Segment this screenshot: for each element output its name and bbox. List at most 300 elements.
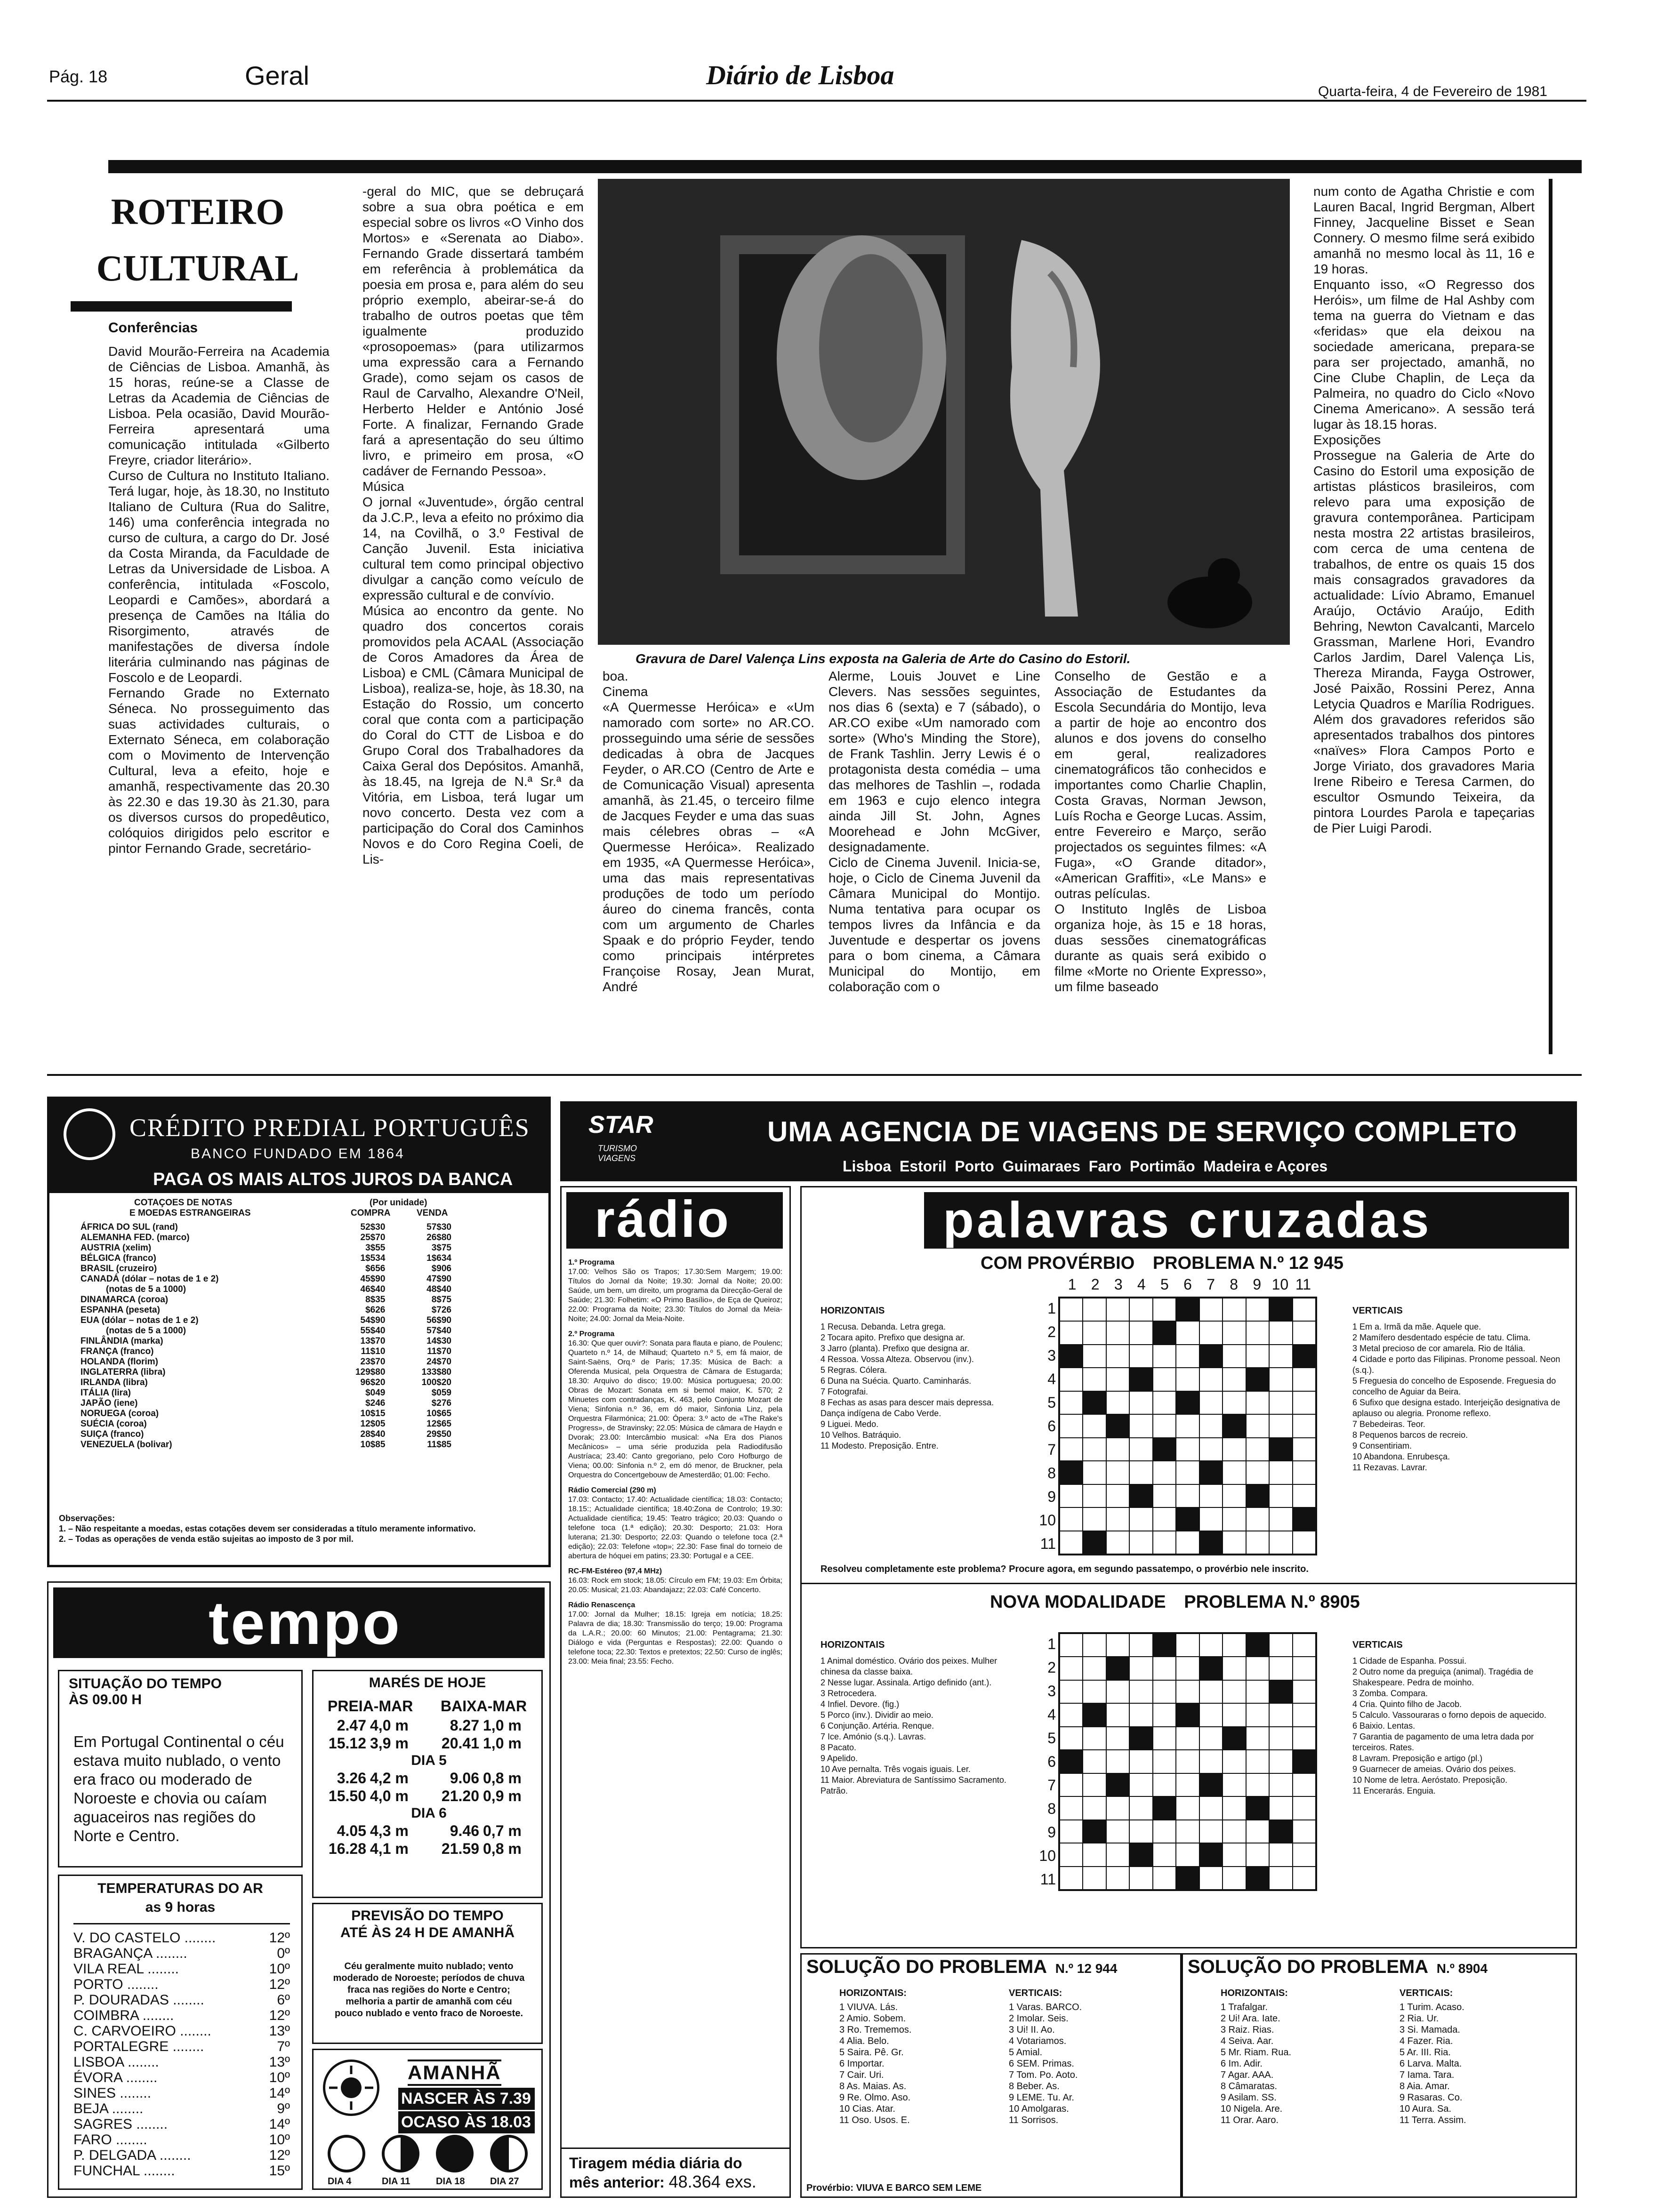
tiragem-line-1: Tiragem média diária do [569,2155,742,2172]
grid-cell[interactable] [1060,1703,1083,1726]
grid-cell[interactable] [1223,1461,1246,1484]
grid-cell[interactable] [1129,1843,1152,1866]
roteiro-bottom-border [47,1074,1582,1076]
grid-cell[interactable] [1246,1438,1269,1461]
grid-cell[interactable] [1176,1750,1199,1773]
grid-cell[interactable] [1153,1484,1176,1507]
currency-name: JAPÃO (iene) [80,1398,138,1408]
grid-cell[interactable] [1106,1414,1129,1437]
grid-cell[interactable] [1106,1843,1129,1866]
problem2-vert-title: VERTICAIS [1352,1640,1403,1650]
grid-cell[interactable] [1106,1368,1129,1391]
grid-cell[interactable] [1083,1843,1106,1866]
rates-row [78,1336,454,1346]
grid-cell[interactable] [1129,1680,1152,1703]
grid-cell[interactable] [1269,1750,1292,1773]
grid-cell[interactable] [1106,1750,1129,1773]
grid-cell[interactable] [1129,1321,1152,1344]
grid-cell[interactable] [1269,1727,1292,1750]
grid-cell[interactable] [1293,1391,1316,1414]
grid-cell[interactable] [1083,1703,1106,1726]
grid-cell[interactable] [1269,1391,1292,1414]
grid-cell[interactable] [1246,1461,1269,1484]
grid-cell[interactable] [1083,1507,1106,1531]
grid-cell[interactable] [1129,1484,1152,1507]
grid-cell[interactable] [1106,1773,1129,1796]
tide-day: DIA 5 [411,1753,447,1768]
grid-cell[interactable] [1176,1634,1199,1657]
grid-cell[interactable] [1153,1703,1176,1726]
grid-cell[interactable] [1293,1438,1316,1461]
grid-cell[interactable] [1293,1414,1316,1437]
grid-cell[interactable] [1129,1773,1152,1796]
grid-cell[interactable] [1153,1820,1176,1843]
grid-cell[interactable] [1129,1391,1152,1414]
radio-prog-5: Rádio Renascença [568,1601,635,1609]
grid-cell[interactable] [1199,1484,1223,1507]
grid-cell[interactable] [1129,1507,1152,1531]
clue-vertical: 11 Rezavas. Lavrar. [1352,1463,1427,1472]
grid-cell[interactable] [1106,1461,1129,1484]
tide-high-time: 15.50 [328,1787,366,1804]
grid-cell[interactable] [1176,1657,1199,1680]
grid-cell[interactable] [1293,1484,1316,1507]
grid-cell[interactable] [1129,1703,1152,1726]
grid-cell[interactable] [1129,1820,1152,1843]
grid-cell[interactable] [1083,1750,1106,1773]
grid-cell[interactable] [1176,1321,1199,1344]
grid-cell[interactable] [1060,1414,1083,1437]
grid-cell[interactable] [1153,1345,1176,1368]
grid-cell[interactable] [1083,1391,1106,1414]
grid-cell[interactable] [1060,1796,1083,1819]
currency-name: FRANÇA (franco) [80,1346,154,1356]
grid-cell[interactable] [1223,1773,1246,1796]
sell-rate: 3$75 [431,1243,451,1253]
grid-cell[interactable] [1060,1750,1083,1773]
grid-cell[interactable] [1060,1843,1083,1866]
grid1-col-numbers [1061,1276,1315,1293]
grid-cell[interactable] [1060,1484,1083,1507]
grid-cell[interactable] [1106,1820,1129,1843]
grid-cell[interactable] [1176,1796,1199,1819]
grid-cell[interactable] [1060,1345,1083,1368]
grid-cell[interactable] [1293,1634,1316,1657]
grid-cell[interactable] [1153,1657,1176,1680]
grid-cell[interactable] [1106,1703,1129,1726]
grid-cell[interactable] [1269,1461,1292,1484]
grid-cell[interactable] [1223,1680,1246,1703]
crossword-grid-1[interactable] [1058,1297,1317,1555]
grid-cell[interactable] [1129,1727,1152,1750]
grid-cell[interactable] [1129,1657,1152,1680]
problem1-mode: COM PROVÉRBIO [981,1253,1135,1273]
grid-cell[interactable] [1176,1820,1199,1843]
grid-cell[interactable] [1199,1391,1223,1414]
grid-cell[interactable] [1060,1438,1083,1461]
grid-cell[interactable] [1106,1796,1129,1819]
grid-cell[interactable] [1153,1438,1176,1461]
rates-header-3: (Por unidade) [370,1198,427,1208]
grid-cell[interactable] [1223,1634,1246,1657]
tide-high-time: 2.47 [337,1717,366,1734]
grid-cell[interactable] [1060,1368,1083,1391]
grid-cell[interactable] [1269,1438,1292,1461]
column-number: 8 [1230,1276,1239,1293]
grid-cell[interactable] [1106,1484,1129,1507]
temperature-value: 9º [277,2101,290,2116]
grid-cell[interactable] [1153,1727,1176,1750]
grid-cell[interactable] [1223,1820,1246,1843]
grid-cell[interactable] [1106,1634,1129,1657]
grid-cell[interactable] [1269,1368,1292,1391]
grid-cell[interactable] [1269,1414,1292,1437]
grid-cell[interactable] [1199,1321,1223,1344]
grid-cell[interactable] [1129,1634,1152,1657]
grid-cell[interactable] [1246,1484,1269,1507]
grid-cell[interactable] [1106,1298,1129,1321]
solution-vertical: 5 Amial. [1009,2047,1043,2058]
grid-cell[interactable] [1129,1750,1152,1773]
grid-cell[interactable] [1269,1345,1292,1368]
grid-cell[interactable] [1083,1820,1106,1843]
grid-cell[interactable] [1083,1298,1106,1321]
grid-cell[interactable] [1083,1657,1106,1680]
grid-cell[interactable] [1176,1391,1199,1414]
grid-cell[interactable] [1060,1461,1083,1484]
sell-rate: 8$75 [431,1295,451,1305]
grid-cell[interactable] [1199,1773,1223,1796]
grid-cell[interactable] [1199,1368,1223,1391]
mares-title: MARÉS DE HOJE [369,1675,486,1691]
grid-cell[interactable] [1269,1843,1292,1866]
grid-cell[interactable] [1223,1727,1246,1750]
grid-cell[interactable] [1293,1867,1316,1890]
sell-rate: 48$40 [426,1284,451,1294]
grid-cell[interactable] [1199,1796,1223,1819]
grid-cell[interactable] [1083,1414,1106,1437]
grid-cell[interactable] [1129,1531,1152,1554]
grid-cell[interactable] [1199,1750,1223,1773]
grid-cell[interactable] [1223,1657,1246,1680]
grid-cell[interactable] [1153,1634,1176,1657]
credito-name: CRÉDITO PREDIAL PORTUGUÊS [129,1114,530,1142]
grid-cell[interactable] [1176,1414,1199,1437]
grid-cell[interactable] [1246,1321,1269,1344]
grid-cell[interactable] [1269,1867,1292,1890]
grid-cell[interactable] [1176,1773,1199,1796]
grid-cell[interactable] [1060,1531,1083,1554]
grid-cell[interactable] [1153,1796,1176,1819]
grid-cell[interactable] [1129,1368,1152,1391]
grid-cell[interactable] [1060,1391,1083,1414]
grid-cell[interactable] [1293,1368,1316,1391]
grid-cell[interactable] [1246,1368,1269,1391]
grid-cell[interactable] [1269,1531,1292,1554]
grid-cell[interactable] [1176,1368,1199,1391]
grid-cell[interactable] [1060,1634,1083,1657]
solution-vertical: 10 Aura. Sa. [1400,2104,1452,2114]
grid-cell[interactable] [1153,1750,1176,1773]
grid-cell[interactable] [1176,1531,1199,1554]
grid-cell[interactable] [1083,1867,1106,1890]
grid-cell[interactable] [1269,1657,1292,1680]
grid-cell[interactable] [1223,1703,1246,1726]
grid-cell[interactable] [1269,1773,1292,1796]
grid-cell[interactable] [1293,1657,1316,1680]
grid-cell[interactable] [1223,1321,1246,1344]
grid-cell[interactable] [1199,1634,1223,1657]
grid-cell[interactable] [1223,1345,1246,1368]
grid-cell[interactable] [1153,1531,1176,1554]
grid-cell[interactable] [1153,1391,1176,1414]
grid-cell[interactable] [1176,1680,1199,1703]
grid-cell[interactable] [1246,1657,1269,1680]
grid-cell[interactable] [1199,1820,1223,1843]
grid-cell[interactable] [1060,1773,1083,1796]
grid-cell[interactable] [1269,1796,1292,1819]
crossword-grid-2[interactable] [1058,1632,1317,1891]
grid-cell[interactable] [1083,1461,1106,1484]
grid-cell[interactable] [1060,1657,1083,1680]
grid-cell[interactable] [1176,1867,1199,1890]
grid-cell[interactable] [1246,1345,1269,1368]
grid-cell[interactable] [1223,1438,1246,1461]
grid-cell[interactable] [1083,1634,1106,1657]
grid-cell[interactable] [1176,1438,1199,1461]
grid-cell[interactable] [1176,1461,1199,1484]
grid-cell[interactable] [1129,1298,1152,1321]
grid-cell[interactable] [1106,1507,1129,1531]
solution2-label: SOLUÇÃO DO PROBLEMA [1188,1956,1428,1977]
grid-cell[interactable] [1246,1727,1269,1750]
previsao-title-1: PREVISÃO DO TEMPO [351,1908,504,1923]
grid-cell[interactable] [1246,1634,1269,1657]
currency-name: BRASIL (cruzeiro) [80,1264,157,1274]
grid-cell[interactable] [1106,1727,1129,1750]
grid-cell[interactable] [1293,1727,1316,1750]
grid-cell[interactable] [1246,1414,1269,1437]
sell-rate: 11$70 [427,1346,451,1356]
grid-cell[interactable] [1129,1438,1152,1461]
grid-cell[interactable] [1246,1391,1269,1414]
grid-cell[interactable] [1176,1507,1199,1531]
clue-horizontal: 10 Velhos. Batráquio. [820,1430,901,1440]
column-number: 1 [1068,1276,1077,1293]
grid-cell[interactable] [1269,1507,1292,1531]
grid-cell[interactable] [1106,1345,1129,1368]
grid-cell[interactable] [1223,1391,1246,1414]
grid-cell[interactable] [1269,1484,1292,1507]
grid-cell[interactable] [1269,1703,1292,1726]
grid-cell[interactable] [1129,1867,1152,1890]
problem1-note: Resolveu completamente este problema? Procure agora, em segundo passatempo, o provérbio nele inscrito. [820,1564,1309,1574]
grid-cell[interactable] [1293,1298,1316,1321]
grid-cell[interactable] [1199,1867,1223,1890]
grid-cell[interactable] [1293,1531,1316,1554]
grid-cell[interactable] [1129,1796,1152,1819]
grid-cell[interactable] [1246,1703,1269,1726]
grid-cell[interactable] [1199,1727,1223,1750]
grid-cell[interactable] [1223,1843,1246,1866]
grid-cell[interactable] [1060,1867,1083,1890]
grid-cell[interactable] [1269,1298,1292,1321]
grid-cell[interactable] [1083,1321,1106,1344]
buy-rate: 45$90 [360,1274,386,1284]
currency-name: (notas de 5 a 1000) [106,1284,186,1294]
rates-note-1: 1. – Não respeitante a moedas, estas cotações devem ser consideradas a título meramente informativo. [59,1524,476,1533]
grid-cell[interactable] [1293,1321,1316,1344]
grid-cell[interactable] [1293,1820,1316,1843]
grid-cell[interactable] [1293,1750,1316,1773]
grid-cell[interactable] [1083,1368,1106,1391]
grid-cell[interactable] [1223,1414,1246,1437]
clue-vertical: 3 Metal precioso de cor amarela. Rio de Itália. [1352,1344,1526,1353]
grid-cell[interactable] [1199,1298,1223,1321]
buy-rate: $656 [365,1264,386,1274]
grid-cell[interactable] [1060,1727,1083,1750]
grid-cell[interactable] [1176,1345,1199,1368]
grid-cell[interactable] [1106,1438,1129,1461]
buy-rate: 54$90 [360,1315,386,1325]
grid-cell[interactable] [1060,1507,1083,1531]
temperature-row [73,2101,290,2116]
grid-cell[interactable] [1153,1507,1176,1531]
grid-cell[interactable] [1223,1507,1246,1531]
grid-cell[interactable] [1199,1438,1223,1461]
grid-cell[interactable] [1269,1820,1292,1843]
grid-cell[interactable] [1083,1484,1106,1507]
solution2-number: N.º 8904 [1436,1961,1488,1976]
grid-cell[interactable] [1060,1321,1083,1344]
roteiro-title-line2: CULTURAL [96,248,299,289]
grid-cell[interactable] [1246,1820,1269,1843]
grid-cell[interactable] [1223,1368,1246,1391]
grid-cell[interactable] [1060,1298,1083,1321]
grid-cell[interactable] [1269,1680,1292,1703]
roteiro-title-line1: ROTEIRO [111,191,285,232]
grid-cell[interactable] [1293,1773,1316,1796]
grid-cell[interactable] [1223,1867,1246,1890]
solution-horizontal: 10 Nigela. Are. [1221,2104,1283,2114]
grid-cell[interactable] [1199,1414,1223,1437]
grid-cell[interactable] [1293,1843,1316,1866]
grid-cell[interactable] [1153,1414,1176,1437]
grid-cell[interactable] [1199,1461,1223,1484]
grid-cell[interactable] [1106,1657,1129,1680]
moon-full-icon [436,2135,474,2172]
grid-cell[interactable] [1106,1867,1129,1890]
grid-cell[interactable] [1246,1750,1269,1773]
grid-cell[interactable] [1199,1345,1223,1368]
grid-cell[interactable] [1083,1727,1106,1750]
grid-cell[interactable] [1176,1843,1199,1866]
grid-cell[interactable] [1176,1727,1199,1750]
column-number: 2 [1091,1276,1100,1293]
grid-cell[interactable] [1129,1461,1152,1484]
grid-cell[interactable] [1246,1531,1269,1554]
row-number: 6 [1047,1753,1056,1770]
grid-cell[interactable] [1083,1531,1106,1554]
previsao-title-2: ATÉ ÀS 24 H DE AMANHÃ [340,1925,515,1940]
grid-cell[interactable] [1083,1680,1106,1703]
grid-cell[interactable] [1223,1750,1246,1773]
temperature-value: 10º [269,2070,290,2085]
solution2-horiz-title: HORIZONTAIS: [1221,1988,1288,1998]
grid-cell[interactable] [1293,1680,1316,1703]
grid-cell[interactable] [1246,1796,1269,1819]
rates-row [78,1409,454,1419]
grid-cell[interactable] [1153,1298,1176,1321]
grid-cell[interactable] [1106,1680,1129,1703]
grid-cell[interactable] [1083,1773,1106,1796]
grid-cell[interactable] [1246,1298,1269,1321]
grid-cell[interactable] [1223,1796,1246,1819]
buy-rate: 10$15 [360,1409,386,1419]
grid-cell[interactable] [1246,1680,1269,1703]
grid-cell[interactable] [1176,1484,1199,1507]
grid-cell[interactable] [1293,1703,1316,1726]
grid-cell[interactable] [1199,1657,1223,1680]
grid-cell[interactable] [1060,1820,1083,1843]
grid-cell[interactable] [1083,1796,1106,1819]
grid-cell[interactable] [1060,1680,1083,1703]
grid-cell[interactable] [1223,1531,1246,1554]
grid-cell[interactable] [1199,1703,1223,1726]
grid-cell[interactable] [1269,1321,1292,1344]
temperature-value: 12º [269,2008,290,2023]
grid-cell[interactable] [1246,1507,1269,1531]
grid-cell[interactable] [1106,1321,1129,1344]
grid-cell[interactable] [1153,1321,1176,1344]
grid-cell[interactable] [1293,1507,1316,1531]
grid-cell[interactable] [1153,1461,1176,1484]
amanha-label: AMANHÃ [408,2060,501,2086]
clue-vertical: 9 Guarnecer de ameias. Ovário dos peixes. [1352,1764,1516,1774]
city-name: LISBOA ........ [73,2054,159,2070]
grid-cell[interactable] [1199,1843,1223,1866]
grid-cell[interactable] [1106,1531,1129,1554]
grid-cell[interactable] [1176,1703,1199,1726]
grid-cell[interactable] [1199,1531,1223,1554]
roteiro-column-5: Conselho de Gestão e a Associação de Estudantes da Escola Secundária do Montijo, leva a partir de hoje ao encontro dos alunos e dos jovens do conselho em geral, realizadores cinematográficos tão conhecidos e importantes como Charlie Chaplin, Costa Gravas, Norman Jewson, Luís Rocha e George Lucas. Assim, entre Fevereiro e Março, serão projectados os seguintes filmes: «A Fuga», «O Grande ditador», «American Graffiti», «Le Mans» e outras películas. O Instituto Inglês de Lisboa organiza hoje, às 15 e 18 horas, duas sessões cinematográficas durante as quais será exibido o filme «Morte no Oriente Expresso», um filme baseado [1054,669,1266,994]
grid-cell[interactable] [1246,1843,1269,1866]
grid-cell[interactable] [1293,1345,1316,1368]
grid-cell[interactable] [1153,1680,1176,1703]
grid-cell[interactable] [1246,1773,1269,1796]
grid-cell[interactable] [1153,1773,1176,1796]
grid-cell[interactable] [1176,1298,1199,1321]
grid-cell[interactable] [1293,1461,1316,1484]
grid-cell[interactable] [1129,1414,1152,1437]
grid-cell[interactable] [1199,1680,1223,1703]
grid-cell[interactable] [1153,1368,1176,1391]
grid-cell[interactable] [1083,1345,1106,1368]
grid-cell[interactable] [1083,1438,1106,1461]
grid-cell[interactable] [1246,1867,1269,1890]
moon-last-quarter-icon [490,2135,528,2172]
grid-cell[interactable] [1223,1298,1246,1321]
grid-cell[interactable] [1199,1507,1223,1531]
grid-cell[interactable] [1293,1796,1316,1819]
grid-cell[interactable] [1129,1345,1152,1368]
grid-cell[interactable] [1153,1867,1176,1890]
grid-cell[interactable] [1269,1634,1292,1657]
grid-cell[interactable] [1223,1484,1246,1507]
grid-cell[interactable] [1106,1391,1129,1414]
radio-prog-4: RC-FM-Estéreo (97,4 MHz) [568,1567,662,1575]
grid-cell[interactable] [1153,1843,1176,1866]
